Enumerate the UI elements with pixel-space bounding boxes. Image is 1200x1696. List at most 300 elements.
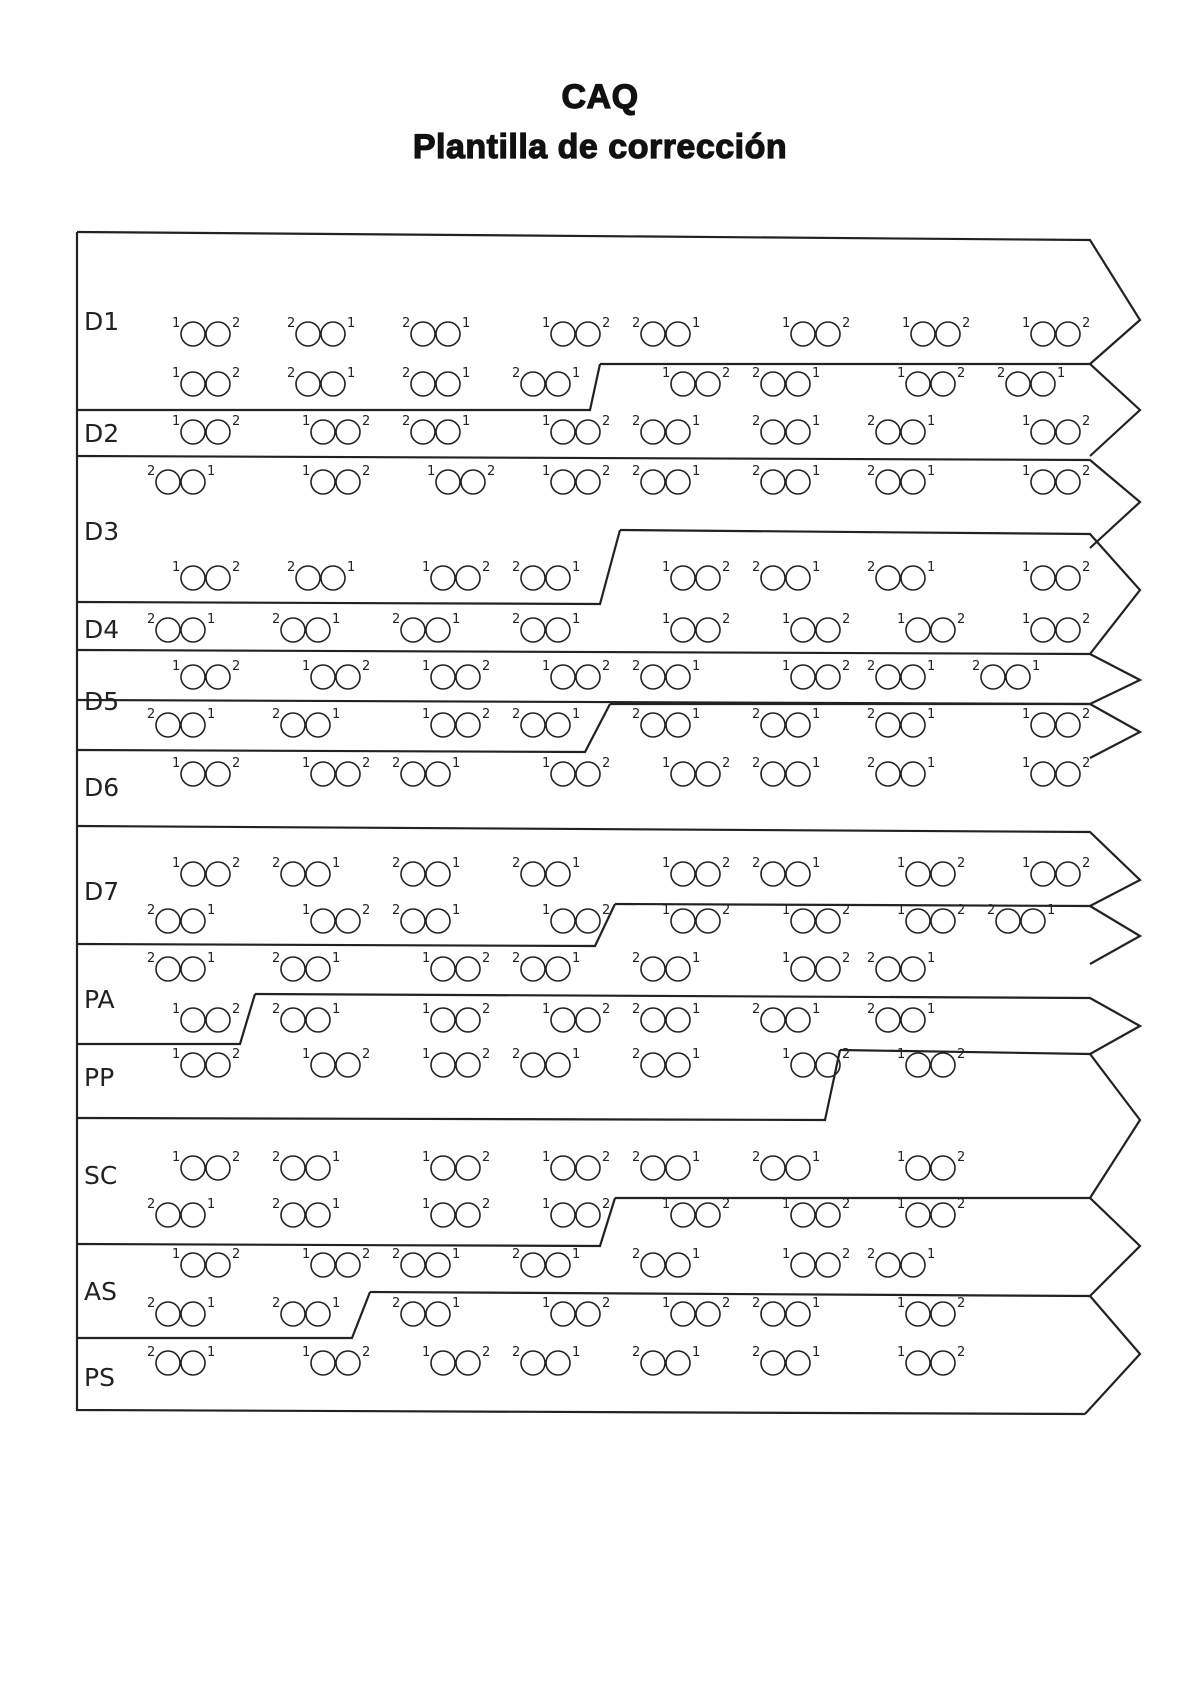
bubble-left [156, 470, 180, 494]
answer-bubble-pair [147, 707, 215, 737]
bubble-right [931, 618, 955, 642]
bubble-right [901, 665, 925, 689]
bubble-right [306, 1156, 330, 1180]
bubble-right [456, 566, 480, 590]
answer-bubble-pair [1022, 856, 1090, 886]
answer-bubble-pair [272, 951, 340, 981]
bubble-left-number: 1 [422, 659, 431, 674]
answer-bubble-pair [302, 1345, 370, 1375]
bubble-left-number: 1 [782, 659, 791, 674]
bubble-left [1031, 713, 1055, 737]
section-label-as: AS [84, 1277, 117, 1306]
answer-bubble-pair [867, 659, 935, 689]
bubble-right [666, 1253, 690, 1277]
bubble-left [791, 665, 815, 689]
bubble-left [791, 1053, 815, 1077]
answer-bubble-pair [392, 903, 460, 933]
bubble-right [336, 1351, 360, 1375]
bubble-left-number: 2 [272, 856, 281, 871]
answer-bubble-pair [512, 1047, 580, 1077]
bubble-left [431, 566, 455, 590]
bubble-right-number: 1 [572, 1345, 581, 1360]
bubble-right-number: 1 [927, 951, 936, 966]
bubble-right-number: 1 [332, 612, 341, 627]
bubble-left-number: 1 [542, 659, 551, 674]
bubble-right [1006, 665, 1030, 689]
bubble-left-number: 2 [752, 1345, 761, 1360]
bubble-left [906, 1203, 930, 1227]
bubble-right-number: 1 [927, 560, 936, 575]
bubble-row [172, 316, 1090, 346]
bubble-left-number: 2 [272, 612, 281, 627]
answer-bubble-pair [422, 1002, 490, 1032]
answer-bubble-pair [897, 856, 965, 886]
bubble-left-number: 2 [867, 659, 876, 674]
bubble-right [786, 1302, 810, 1326]
bubble-left [791, 322, 815, 346]
bubble-right [576, 1302, 600, 1326]
bubble-right-number: 2 [722, 856, 731, 871]
answer-bubble-pair [512, 366, 580, 396]
bubble-right-number: 2 [1082, 707, 1091, 722]
bubble-left [761, 862, 785, 886]
bubble-left-number: 1 [422, 560, 431, 575]
bubble-right-number: 1 [812, 1150, 821, 1165]
section-label-sc: SC [84, 1161, 118, 1190]
bubble-left-number: 1 [1022, 612, 1031, 627]
answer-bubble-pair [632, 659, 700, 689]
bubble-left-number: 1 [662, 856, 671, 871]
bubble-right-number: 1 [812, 1002, 821, 1017]
bubble-left [671, 762, 695, 786]
bubble-left-number: 1 [172, 1150, 181, 1165]
answer-bubble-pair [897, 903, 965, 933]
bubble-right [426, 762, 450, 786]
bubble-left-number: 1 [897, 366, 906, 381]
bubble-right-number: 1 [332, 951, 341, 966]
answer-bubble-pair [782, 316, 850, 346]
bubble-left [791, 1203, 815, 1227]
bubble-left [876, 566, 900, 590]
bubble-left [641, 665, 665, 689]
bubble-left [551, 1302, 575, 1326]
bubble-right [1056, 566, 1080, 590]
answer-bubble-pair [512, 951, 580, 981]
bubble-right-number: 2 [842, 612, 851, 627]
answer-bubble-pair [512, 560, 580, 590]
answer-bubble-pair [147, 1197, 215, 1227]
bubble-right [181, 957, 205, 981]
bubble-left-number: 2 [632, 707, 641, 722]
answer-bubble-pair [752, 464, 820, 494]
bubble-right [901, 470, 925, 494]
answer-bubble-pair [422, 560, 490, 590]
bubble-right-number: 1 [927, 756, 936, 771]
bubble-right-number: 1 [332, 1296, 341, 1311]
bubble-right-number: 2 [232, 1047, 241, 1062]
bubble-right-number: 2 [482, 1002, 491, 1017]
answer-bubble-pair [422, 659, 490, 689]
bubble-row [147, 612, 1090, 642]
bubble-left-number: 2 [272, 1197, 281, 1212]
bubble-right-number: 1 [572, 707, 581, 722]
bubble-right [336, 470, 360, 494]
bubble-right [336, 1053, 360, 1077]
bubble-left-number: 2 [512, 1345, 521, 1360]
bubble-right [546, 1351, 570, 1375]
answer-bubble-pair [632, 1150, 700, 1180]
bubble-right [786, 762, 810, 786]
bubble-left-number: 2 [392, 856, 401, 871]
bubble-left [311, 665, 335, 689]
bubble-row [147, 707, 1090, 737]
bubble-right [1056, 322, 1080, 346]
bubble-left-number: 1 [897, 1197, 906, 1212]
bubble-right-number: 1 [207, 951, 216, 966]
bubble-right [206, 1156, 230, 1180]
bubble-left [641, 1253, 665, 1277]
answer-bubble-pair [902, 316, 970, 346]
answer-bubble-pair [147, 612, 215, 642]
bubble-left [431, 1351, 455, 1375]
bubble-left [791, 909, 815, 933]
answer-bubble-pair [172, 560, 240, 590]
bubble-right-number: 2 [722, 903, 731, 918]
bubble-right-number: 2 [362, 659, 371, 674]
answer-bubble-pair [1022, 464, 1090, 494]
answer-bubble-pair [1022, 612, 1090, 642]
bubble-left-number: 1 [662, 366, 671, 381]
bubble-right [936, 322, 960, 346]
bubble-left-number: 2 [987, 903, 996, 918]
bubble-right-number: 1 [207, 1197, 216, 1212]
bubble-right [206, 420, 230, 444]
answer-bubble-pair [867, 1247, 935, 1277]
bubble-right [901, 957, 925, 981]
bubble-left-number: 1 [662, 756, 671, 771]
answer-bubble-pair [172, 366, 240, 396]
answer-bubble-pair [752, 856, 820, 886]
bubble-right-number: 2 [1082, 612, 1091, 627]
answer-bubble-pair [172, 1002, 240, 1032]
bubble-left [551, 1203, 575, 1227]
bubble-right [666, 1351, 690, 1375]
bubble-right [696, 372, 720, 396]
bubble-left [791, 618, 815, 642]
bubble-right-number: 2 [362, 1345, 371, 1360]
bubble-left [876, 957, 900, 981]
answer-bubble-pair [542, 1150, 610, 1180]
answer-bubble-pair [997, 366, 1065, 396]
answer-bubble-pair [897, 1150, 965, 1180]
bubble-right [666, 713, 690, 737]
bubble-left [311, 470, 335, 494]
answer-bubble-pair [782, 659, 850, 689]
bubble-right-number: 2 [842, 951, 851, 966]
bubble-left [791, 1253, 815, 1277]
bubble-right-number: 1 [927, 1002, 936, 1017]
bubble-left [281, 618, 305, 642]
bubble-left [401, 1253, 425, 1277]
bubble-right-number: 1 [692, 707, 701, 722]
bubble-left-number: 2 [512, 1047, 521, 1062]
bubble-right-number: 2 [722, 612, 731, 627]
bubble-right [931, 1351, 955, 1375]
bubble-left [906, 1302, 930, 1326]
bubble-right [901, 1008, 925, 1032]
bubble-left [156, 1203, 180, 1227]
bubble-right [696, 762, 720, 786]
bubble-right-number: 1 [207, 903, 216, 918]
bubble-left [181, 372, 205, 396]
bubble-right [546, 862, 570, 886]
bubble-left [671, 909, 695, 933]
bubble-right-number: 1 [347, 366, 356, 381]
answer-bubble-pair [867, 707, 935, 737]
bubble-left [401, 909, 425, 933]
bubble-right [336, 420, 360, 444]
bubble-left-number: 2 [632, 316, 641, 331]
bubble-right [546, 957, 570, 981]
bubble-right [426, 909, 450, 933]
bubble-row [147, 951, 935, 981]
bubble-left-number: 2 [512, 856, 521, 871]
bubble-left-number: 2 [752, 756, 761, 771]
bubble-left [981, 665, 1005, 689]
answer-bubble-pair [512, 1247, 580, 1277]
answer-bubble-pair [272, 1002, 340, 1032]
answer-bubble-pair [512, 856, 580, 886]
bubble-right-number: 1 [332, 856, 341, 871]
bubble-right [336, 665, 360, 689]
bubble-left-number: 2 [632, 1047, 641, 1062]
bubble-left [671, 618, 695, 642]
bubble-left-number: 2 [402, 316, 411, 331]
bubble-left-number: 1 [172, 414, 181, 429]
bubble-right [576, 322, 600, 346]
bubble-right-number: 1 [207, 612, 216, 627]
bubble-right-number: 2 [957, 1345, 966, 1360]
bubble-left-number: 1 [427, 464, 436, 479]
bubble-right [666, 1156, 690, 1180]
bubble-right-number: 2 [487, 464, 496, 479]
bubble-left-number: 2 [752, 856, 761, 871]
answer-bubble-pair [147, 1345, 215, 1375]
bubble-left-number: 2 [972, 659, 981, 674]
bubble-left [906, 909, 930, 933]
bubble-left-number: 2 [632, 464, 641, 479]
bubble-right-number: 2 [232, 756, 241, 771]
bubble-left-number: 1 [172, 1002, 181, 1017]
bubble-left-number: 1 [302, 464, 311, 479]
bubble-right-number: 1 [692, 951, 701, 966]
bubble-left-number: 2 [512, 1247, 521, 1262]
answer-bubble-pair [782, 1247, 850, 1277]
bubble-row [172, 560, 1090, 590]
bubble-row [172, 414, 1090, 444]
bubble-right [666, 1053, 690, 1077]
bubble-left [431, 665, 455, 689]
bubble-left [181, 862, 205, 886]
bubble-right [181, 1302, 205, 1326]
bubble-left [181, 762, 205, 786]
template-outline [77, 232, 1140, 1414]
bubble-right [1031, 372, 1055, 396]
bubble-right [206, 665, 230, 689]
bubble-left [436, 470, 460, 494]
bubble-right [206, 1008, 230, 1032]
bubble-left-number: 1 [172, 1247, 181, 1262]
answer-bubble-pair [172, 756, 240, 786]
bubble-right [1056, 862, 1080, 886]
answer-bubble-pair [422, 707, 490, 737]
answer-bubble-pair [662, 856, 730, 886]
template-line [77, 1292, 370, 1338]
bubble-right [1021, 909, 1045, 933]
bubble-right-number: 2 [1082, 316, 1091, 331]
section-label-d1: D1 [84, 307, 120, 336]
bubble-right-number: 2 [957, 856, 966, 871]
bubble-right-number: 1 [207, 707, 216, 722]
bubble-left-number: 1 [1022, 414, 1031, 429]
bubble-left-number: 2 [867, 951, 876, 966]
bubble-left [761, 713, 785, 737]
answer-bubble-pair [867, 756, 935, 786]
bubble-left-number: 2 [512, 560, 521, 575]
answer-bubbles [147, 316, 1090, 1375]
bubble-left-number: 2 [997, 366, 1006, 381]
bubble-right-number: 2 [602, 756, 611, 771]
bubble-right-number: 1 [332, 1150, 341, 1165]
bubble-left-number: 1 [302, 414, 311, 429]
bubble-left [521, 1053, 545, 1077]
bubble-left [1006, 372, 1030, 396]
bubble-right-number: 2 [1082, 756, 1091, 771]
bubble-left [761, 1302, 785, 1326]
bubble-right-number: 1 [452, 756, 461, 771]
bubble-right-number: 2 [362, 1047, 371, 1062]
answer-bubble-pair [1022, 316, 1090, 346]
bubble-right-number: 1 [812, 1345, 821, 1360]
answer-bubble-pair [172, 659, 240, 689]
bubble-left-number: 1 [1022, 464, 1031, 479]
bubble-right-number: 2 [362, 464, 371, 479]
bubble-left [671, 566, 695, 590]
section-label-d5: D5 [84, 687, 120, 716]
bubble-right-number: 2 [962, 316, 971, 331]
bubble-left [551, 909, 575, 933]
bubble-left-number: 1 [302, 659, 311, 674]
bubble-right [576, 762, 600, 786]
bubble-left [156, 909, 180, 933]
answer-bubble-pair [302, 414, 370, 444]
bubble-left-number: 1 [782, 951, 791, 966]
bubble-left-number: 1 [302, 1247, 311, 1262]
answer-bubble-pair [302, 1047, 370, 1077]
bubble-left [521, 713, 545, 737]
bubble-left-number: 1 [542, 1150, 551, 1165]
bubble-left-number: 1 [897, 612, 906, 627]
bubble-right-number: 1 [347, 560, 356, 575]
answer-bubble-pair [662, 1296, 730, 1326]
answer-bubble-pair [422, 1047, 490, 1077]
bubble-right-number: 2 [482, 1047, 491, 1062]
bubble-right [696, 909, 720, 933]
bubble-left [311, 762, 335, 786]
bubble-left [1031, 470, 1055, 494]
bubble-right-number: 2 [602, 316, 611, 331]
answer-bubble-pair [987, 903, 1055, 933]
answer-bubble-pair [287, 316, 355, 346]
bubble-left-number: 2 [867, 414, 876, 429]
bubble-left [431, 1008, 455, 1032]
bubble-right [206, 762, 230, 786]
answer-bubble-pair [302, 903, 370, 933]
answer-bubble-pair [632, 1345, 700, 1375]
bubble-right [576, 1203, 600, 1227]
bubble-right-number: 2 [232, 856, 241, 871]
bubble-left-number: 2 [752, 1002, 761, 1017]
bubble-left [311, 1253, 335, 1277]
bubble-right [461, 470, 485, 494]
bubble-left-number: 2 [147, 1345, 156, 1360]
document-title: CAQ [561, 78, 639, 116]
answer-bubble-pair [392, 612, 460, 642]
bubble-right-number: 2 [232, 560, 241, 575]
answer-bubble-pair [302, 464, 370, 494]
answer-bubble-pair [632, 1047, 700, 1077]
bubble-left [551, 762, 575, 786]
bubble-left [156, 957, 180, 981]
bubble-right-number: 2 [602, 1197, 611, 1212]
bubble-left [906, 372, 930, 396]
answer-bubble-pair [512, 707, 580, 737]
bubble-left [181, 420, 205, 444]
section-label-d6: D6 [84, 773, 120, 802]
answer-bubble-pair [542, 1296, 610, 1326]
bubble-left [156, 1351, 180, 1375]
bubble-left-number: 2 [147, 612, 156, 627]
bubble-right [666, 420, 690, 444]
bubble-right-number: 2 [482, 1150, 491, 1165]
bubble-right-number: 1 [1047, 903, 1056, 918]
bubble-left [431, 713, 455, 737]
bubble-left [156, 618, 180, 642]
bubble-right-number: 1 [572, 612, 581, 627]
bubble-left-number: 1 [897, 1047, 906, 1062]
answer-bubble-pair [172, 414, 240, 444]
bubble-left [911, 322, 935, 346]
bubble-right-number: 1 [812, 707, 821, 722]
answer-bubble-pair [512, 1345, 580, 1375]
bubble-right-number: 1 [692, 316, 701, 331]
answer-bubble-pair [172, 1150, 240, 1180]
bubble-left [156, 713, 180, 737]
bubble-left [906, 1053, 930, 1077]
answer-bubble-pair [402, 316, 470, 346]
bubble-left [641, 1351, 665, 1375]
answer-bubble-pair [782, 1197, 850, 1227]
bubble-left-number: 2 [272, 1296, 281, 1311]
bubble-left [876, 1008, 900, 1032]
bubble-left-number: 2 [402, 366, 411, 381]
answer-bubble-pair [867, 414, 935, 444]
answer-bubble-pair [752, 756, 820, 786]
bubble-left-number: 2 [147, 464, 156, 479]
bubble-right-number: 1 [332, 707, 341, 722]
answer-bubble-pair [147, 1296, 215, 1326]
bubble-left [181, 1156, 205, 1180]
